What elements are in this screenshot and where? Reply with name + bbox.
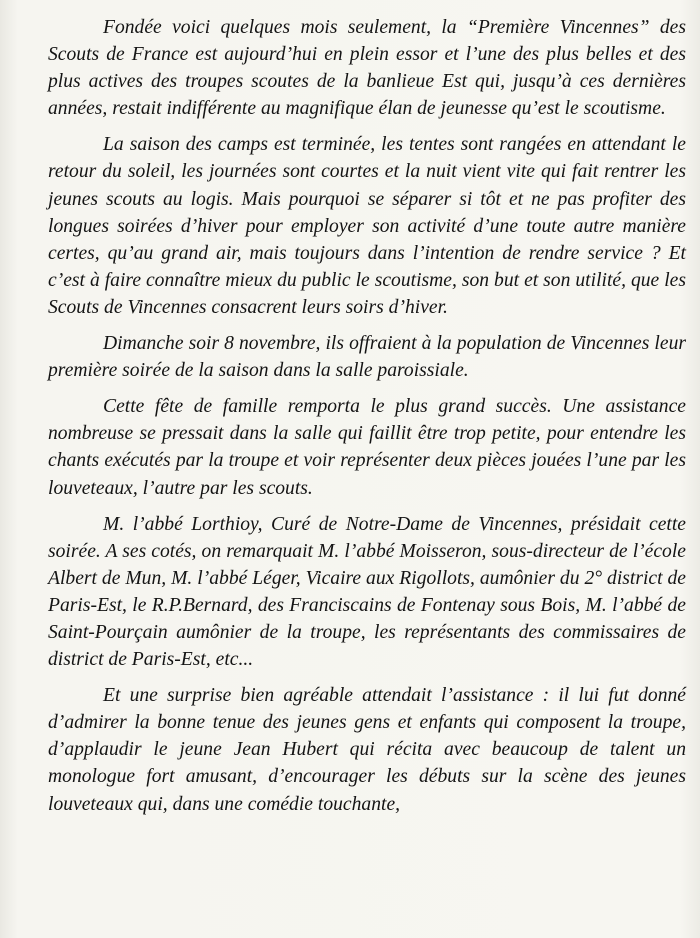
- paragraph: Et une surprise bien agréable attendait l’assistance : il lui fut donné d’admirer la bonne tenue des jeunes gens et enfants qui composent la troupe, d’applaudir le jeune Jean Hubert qui récita avec beaucoup de talent un monologue fort amusant, d’encourager les débuts sur la scène des jeunes louveteaux qui, dans une comédie touchante,: [48, 685, 686, 815]
- paragraph: Fondée voici quelques mois seulement, la “Première Vincennes” des Scouts de France est aujourd’hui en plein essor et l’une des plus belles et des plus actives des troupes scoutes de la banlieue Est qui, jusqu’à ces dernières années, restait indifférente au magnifique élan de jeunesse qu’est le scoutisme.: [48, 17, 686, 120]
- paragraph: La saison des camps est terminée, les tentes sont rangées en attendant le retour du soleil, les journées sont courtes et la nuit vient vite qui fait rentrer les jeunes scouts au logis. Mais pourquoi se séparer si tôt et ne pas profiter des longues soirées d’hiver pour employer son activité d’une toute autre manière certes, qu’au grand air, mais toujours dans l’intention de rendre service ? Et c’est à faire connaître mieux du public le scoutisme, son but et son utilité, que les Scouts de Vincennes consacrent leurs soirs d’hiver.: [48, 134, 686, 318]
- paragraph: Dimanche soir 8 novembre, ils offraient à la population de Vincennes leur première soirée de la saison dans la salle paroissiale.: [48, 333, 686, 382]
- paragraph: Cette fête de famille remporta le plus grand succès. Une assistance nombreuse se pressait dans la salle qui faillit être trop petite, pour entendre les chants exécutés par la troupe et voir représenter deux pièces jouées l’une par les louveteaux, l’autre par les scouts.: [48, 396, 686, 499]
- paragraph: M. l’abbé Lorthioy, Curé de Notre-Dame de Vincennes, présidait cette soirée. A ses cotés, on remarquait M. l’abbé Moisseron, sous-directeur de l’école Albert de Mun, M. l’abbé Léger, Vicaire aux Rigollots, aumônier du 2° district de Paris-Est, le R.P.Bernard, des Franciscains de Fontenay sous Bois, M. l’abbé de Saint-Pourçain aumônier de la troupe, les représentants des commissaires de district de Paris-Est, etc...: [48, 513, 686, 671]
- article-body: [48, 14, 686, 818]
